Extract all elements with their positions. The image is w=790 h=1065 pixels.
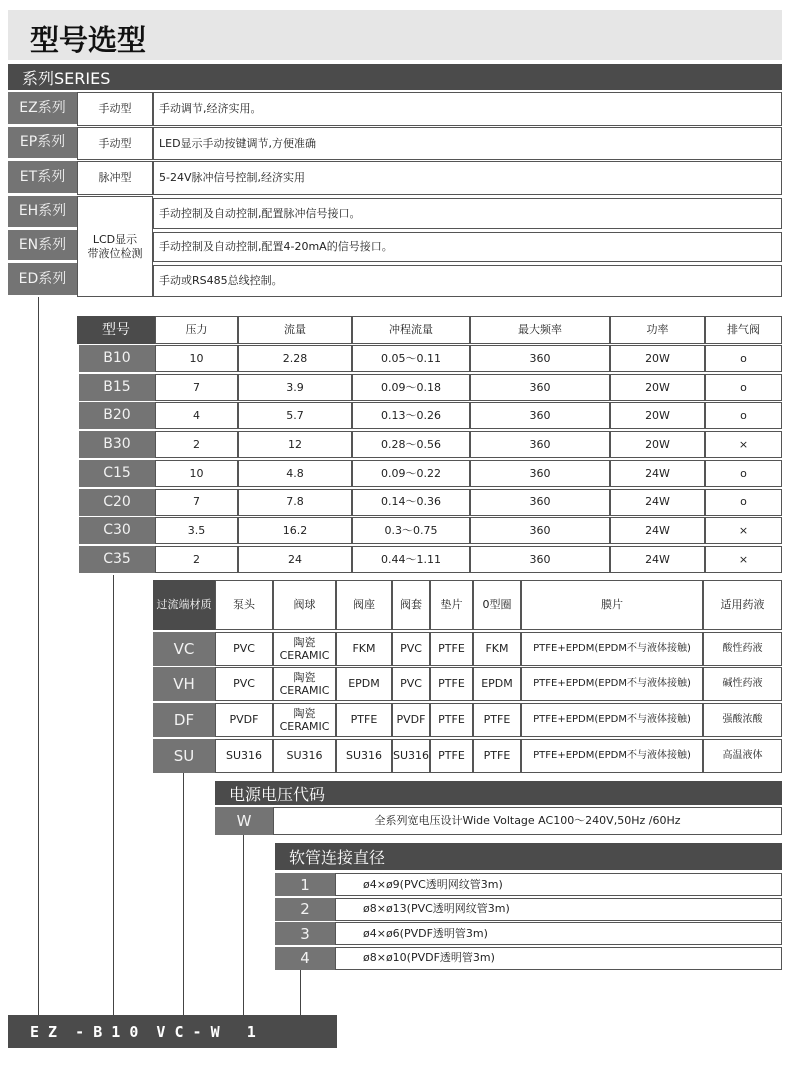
table-cell: 24W	[610, 489, 705, 516]
hose-desc: ø8×ø10(PVDF透明管3m)	[335, 947, 782, 970]
table-cell: 360	[470, 374, 610, 401]
model-code: C35	[79, 546, 155, 573]
page-title-bar	[8, 10, 782, 60]
series-desc: 5-24V脉冲信号控制,经济实用	[153, 161, 782, 195]
model-code-example: E Z - B 1 0 V C - W 1	[8, 1015, 337, 1048]
series-desc: 手动调节,经济实用。	[153, 92, 782, 126]
table-cell: 360	[470, 489, 610, 516]
connector-line	[38, 297, 39, 1015]
table-cell: 20W	[610, 374, 705, 401]
connector-line	[113, 575, 114, 1015]
column-header: 0型圈	[473, 580, 521, 630]
column-header: 最大频率	[470, 316, 610, 344]
connector-line	[243, 835, 244, 1015]
column-header: 流量	[238, 316, 352, 344]
table-cell: PVDF	[215, 703, 273, 737]
table-cell: PTFE+EPDM(EPDM不与液体接触)	[521, 667, 703, 701]
table-cell: PTFE	[336, 703, 392, 737]
table-cell: 24W	[610, 546, 705, 573]
table-cell: 20W	[610, 345, 705, 372]
table-cell: ×	[705, 431, 782, 458]
material-code: SU	[153, 739, 215, 773]
table-cell: SU316	[336, 739, 392, 773]
table-cell: PVC	[392, 667, 430, 701]
series-desc: 手动控制及自动控制,配置4-20mA的信号接口。	[153, 232, 782, 262]
table-cell: PVC	[392, 632, 430, 666]
hose-desc: ø4×ø9(PVC透明网纹管3m)	[335, 873, 782, 896]
table-cell: FKM	[473, 632, 521, 666]
table-cell: o	[705, 460, 782, 487]
table-cell: 360	[470, 345, 610, 372]
series-type: 脉冲型	[77, 161, 153, 195]
table-cell: 4	[155, 402, 238, 429]
table-cell: PTFE+EPDM(EPDM不与液体接触)	[521, 739, 703, 773]
table-cell: 3.5	[155, 517, 238, 544]
table-cell: 0.28～0.56	[352, 431, 470, 458]
table-cell: PTFE+EPDM(EPDM不与液体接触)	[521, 632, 703, 666]
column-header: 阀套	[392, 580, 430, 630]
table-cell: 360	[470, 517, 610, 544]
table-cell: PVC	[215, 632, 273, 666]
table-cell: 0.3～0.75	[352, 517, 470, 544]
table-cell: PTFE	[430, 632, 473, 666]
voltage-code: W	[215, 807, 273, 835]
table-cell: 0.09～0.18	[352, 374, 470, 401]
hose-code: 4	[275, 947, 335, 970]
table-cell: 2.28	[238, 345, 352, 372]
table-cell: 360	[470, 431, 610, 458]
series-header: 系列SERIES	[8, 64, 782, 90]
series-type: 手动型	[77, 127, 153, 160]
series-desc: 手动或RS485总线控制。	[153, 265, 782, 297]
table-cell: PTFE	[473, 739, 521, 773]
column-header: 功率	[610, 316, 705, 344]
column-header: 阀座	[336, 580, 392, 630]
table-cell: 360	[470, 402, 610, 429]
series-desc: LED显示手动按键调节,方便准确	[153, 127, 782, 160]
table-cell: 3.9	[238, 374, 352, 401]
table-cell: 0.14～0.36	[352, 489, 470, 516]
table-cell: 12	[238, 431, 352, 458]
table-cell: 7	[155, 489, 238, 516]
hose-header: 软管连接直径	[275, 843, 782, 870]
table-cell: EPDM	[473, 667, 521, 701]
table-cell: SU316	[392, 739, 430, 773]
table-cell: 24W	[610, 460, 705, 487]
table-cell: o	[705, 374, 782, 401]
table-cell: 5.7	[238, 402, 352, 429]
table-cell: o	[705, 402, 782, 429]
table-cell: SU316	[215, 739, 273, 773]
column-header: 型号	[77, 316, 155, 344]
hose-desc: ø8×ø13(PVC透明网纹管3m)	[335, 898, 782, 921]
table-cell: PTFE	[430, 703, 473, 737]
voltage-header: 电源电压代码	[215, 781, 782, 805]
table-cell: 7.8	[238, 489, 352, 516]
hose-desc: ø4×ø6(PVDF透明管3m)	[335, 922, 782, 945]
table-cell: PTFE	[430, 667, 473, 701]
model-code: C20	[79, 489, 155, 516]
table-cell: 2	[155, 431, 238, 458]
column-header: 泵头	[215, 580, 273, 630]
table-cell: 0.05～0.11	[352, 345, 470, 372]
table-cell: o	[705, 489, 782, 516]
table-cell: 16.2	[238, 517, 352, 544]
table-cell: 24	[238, 546, 352, 573]
hose-code: 2	[275, 898, 335, 921]
series-type: LCD显示 带液位检测	[77, 196, 153, 297]
table-cell: PTFE+EPDM(EPDM不与液体接触)	[521, 703, 703, 737]
table-cell: 陶瓷 CERAMIC	[273, 703, 336, 737]
table-cell: FKM	[336, 632, 392, 666]
table-cell: SU316	[273, 739, 336, 773]
table-cell: 0.09～0.22	[352, 460, 470, 487]
table-cell: PVDF	[392, 703, 430, 737]
series-code: EZ系列	[8, 92, 77, 124]
column-header: 膜片	[521, 580, 703, 630]
connector-line	[183, 773, 184, 1015]
model-code: B10	[79, 345, 155, 372]
table-cell: PTFE	[473, 703, 521, 737]
series-code: EN系列	[8, 230, 77, 260]
table-cell: ×	[705, 517, 782, 544]
table-cell: 360	[470, 460, 610, 487]
series-code: EH系列	[8, 196, 77, 227]
series-code: EP系列	[8, 127, 77, 158]
table-cell: 0.13～0.26	[352, 402, 470, 429]
model-code: B15	[79, 374, 155, 401]
table-cell: 陶瓷 CERAMIC	[273, 632, 336, 666]
series-code: ET系列	[8, 161, 77, 193]
connector-line	[300, 970, 301, 1015]
table-cell: 2	[155, 546, 238, 573]
table-cell: ×	[705, 546, 782, 573]
table-cell: 强酸浓酸	[703, 703, 782, 737]
table-cell: 24W	[610, 517, 705, 544]
material-code: VC	[153, 632, 215, 666]
table-cell: 20W	[610, 431, 705, 458]
model-code: C30	[79, 517, 155, 544]
table-cell: PTFE	[430, 739, 473, 773]
table-cell: 4.8	[238, 460, 352, 487]
table-cell: EPDM	[336, 667, 392, 701]
model-code: B30	[79, 431, 155, 458]
column-header: 阀球	[273, 580, 336, 630]
table-cell: PVC	[215, 667, 273, 701]
series-type: 手动型	[77, 92, 153, 126]
table-cell: 7	[155, 374, 238, 401]
hose-code: 1	[275, 873, 335, 896]
table-cell: 碱性药液	[703, 667, 782, 701]
table-cell: 20W	[610, 402, 705, 429]
table-cell: 酸性药液	[703, 632, 782, 666]
series-code: ED系列	[8, 263, 77, 295]
series-desc: 手动控制及自动控制,配置脉冲信号接口。	[153, 198, 782, 229]
table-cell: 高温液体	[703, 739, 782, 773]
page-title: 型号选型	[30, 23, 147, 57]
table-cell: 0.44～1.11	[352, 546, 470, 573]
model-code: B20	[79, 402, 155, 429]
voltage-desc: 全系列宽电压设计Wide Voltage AC100～240V,50Hz /60Hz	[273, 807, 782, 835]
material-code: VH	[153, 667, 215, 701]
material-code: DF	[153, 703, 215, 737]
column-header: 冲程流量	[352, 316, 470, 344]
hose-code: 3	[275, 922, 335, 945]
table-cell: 10	[155, 460, 238, 487]
column-header: 过流端材质	[153, 580, 215, 630]
column-header: 适用药液	[703, 580, 782, 630]
table-cell: 10	[155, 345, 238, 372]
table-cell: 360	[470, 546, 610, 573]
model-code: C15	[79, 460, 155, 487]
table-cell: o	[705, 345, 782, 372]
table-cell: 陶瓷 CERAMIC	[273, 667, 336, 701]
column-header: 压力	[155, 316, 238, 344]
column-header: 排气阀	[705, 316, 782, 344]
column-header: 垫片	[430, 580, 473, 630]
